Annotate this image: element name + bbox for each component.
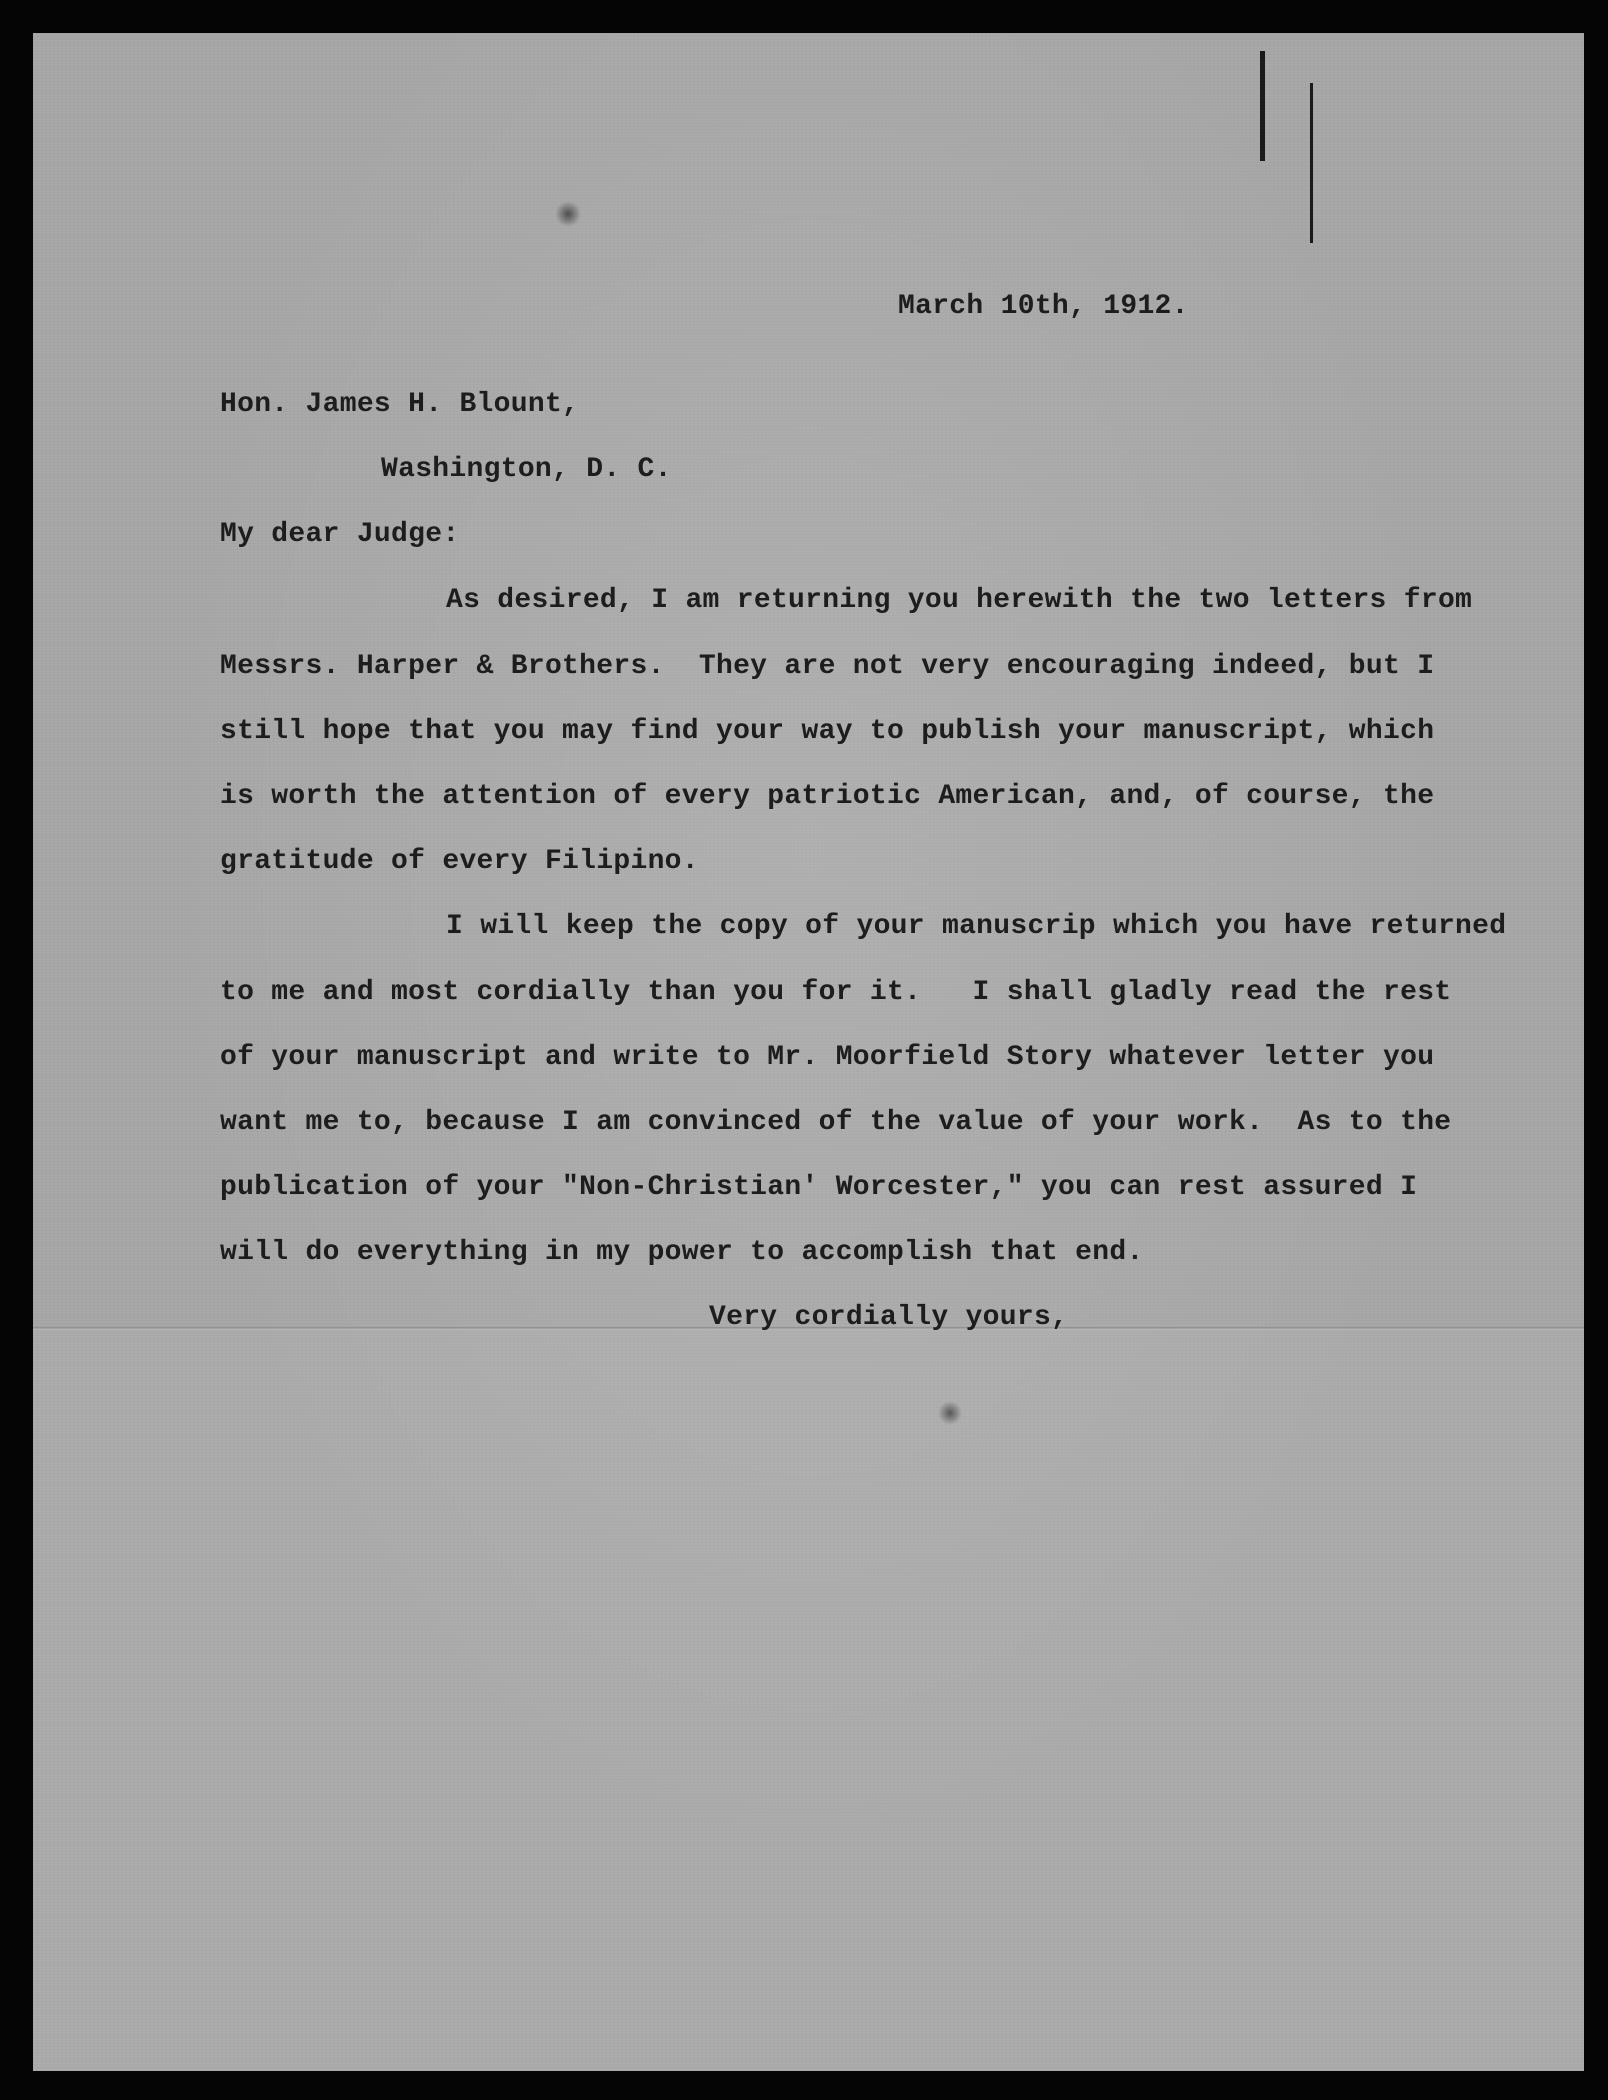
body-line: publication of your "Non-Christian' Worcester," you can rest assured I <box>220 1172 1418 1203</box>
body-line: I will keep the copy of your manuscrip which you have returned <box>446 911 1507 942</box>
body-line: As desired, I am returning you herewith the two letters from <box>446 585 1473 616</box>
ink-spot <box>555 201 581 227</box>
recipient-name: Hon. James H. Blount, <box>220 389 580 420</box>
body-line: to me and most cordially than you for it. I shall gladly read the rest <box>220 977 1452 1008</box>
body-line: want me to, because I am convinced of the value of your work. As to the <box>220 1107 1452 1138</box>
margin-mark-thin <box>1310 83 1313 243</box>
margin-mark-thick <box>1260 51 1265 161</box>
body-line: still hope that you may find your way to publish your manuscript, which <box>220 716 1435 747</box>
recipient-location: Washington, D. C. <box>381 454 672 485</box>
body-line: of your manuscript and write to Mr. Moorfield Story whatever letter you <box>220 1042 1435 1073</box>
salutation: My dear Judge: <box>220 519 460 550</box>
closing: Very cordially yours, <box>709 1302 1069 1333</box>
lower-sheet-area <box>33 1330 1584 2071</box>
body-line: gratitude of every Filipino. <box>220 846 699 877</box>
letter-date: March 10th, 1912. <box>898 291 1189 322</box>
body-line: will do everything in my power to accomplish that end. <box>220 1237 1144 1268</box>
body-line: Messrs. Harper & Brothers. They are not very encouraging indeed, but I <box>220 651 1435 682</box>
letter-page <box>33 33 1584 2071</box>
body-line: is worth the attention of every patriotic American, and, of course, the <box>220 781 1435 812</box>
